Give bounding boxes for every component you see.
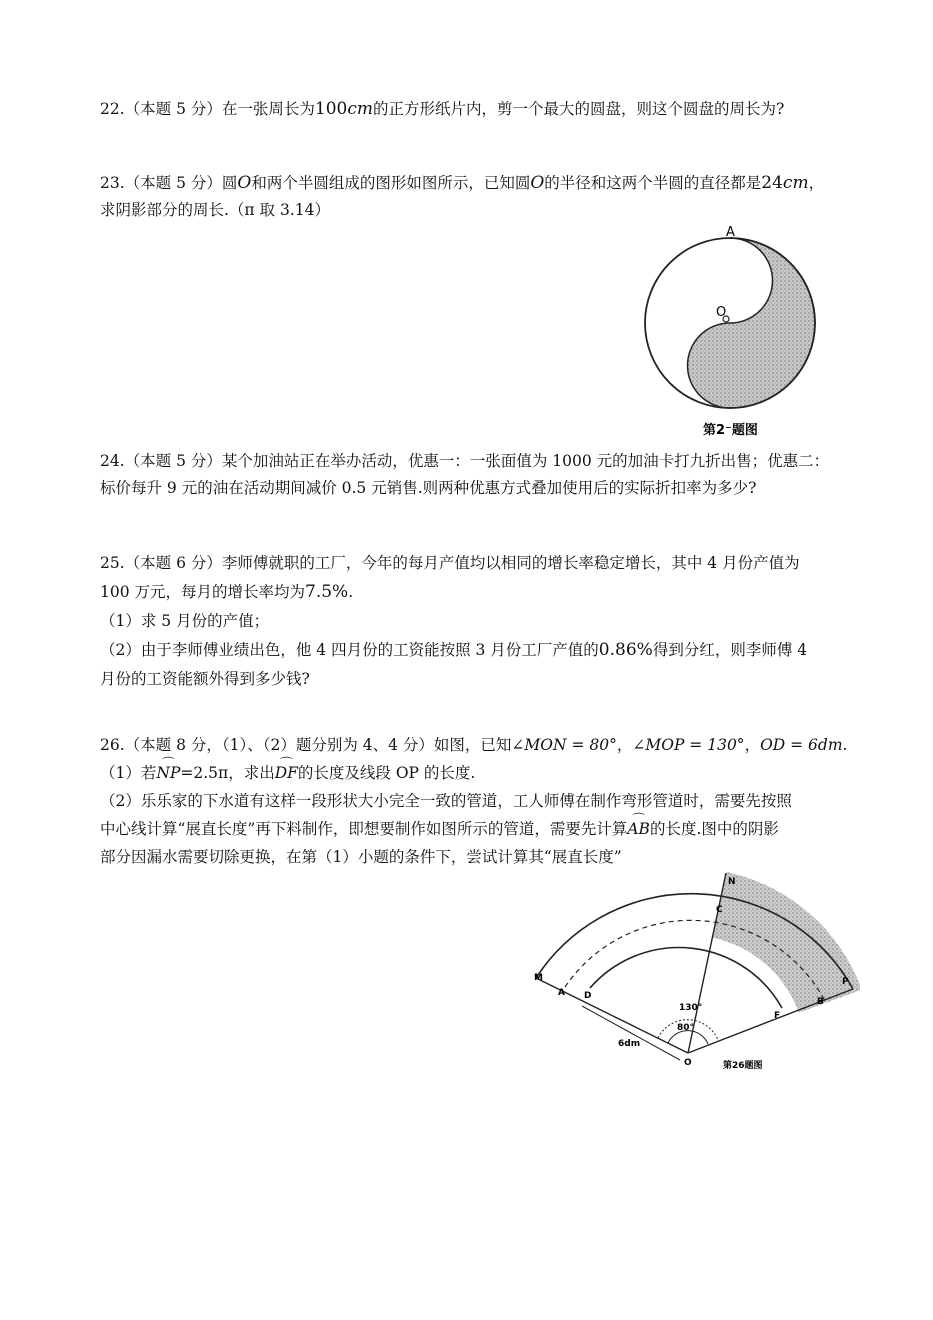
- q26-line-op: [688, 989, 853, 1053]
- q23-value: 24: [761, 173, 783, 193]
- q26-shaded-region: [713, 872, 861, 1013]
- q26-sub2-line3: 部分因漏水需要切除更换，在第（1）小题的条件下，尝试计算其“展直长度”: [100, 848, 622, 866]
- q26-caption: 第26题图: [723, 1061, 763, 1071]
- q26-label-80: 80°: [677, 1023, 695, 1033]
- q26-dim-line: [582, 1006, 680, 1060]
- q24-line1: 24.（本题 5 分）某个加油站正在举办活动，优惠一：一张面值为 1000 元的加油卡打九折出售；优惠二：: [100, 452, 830, 470]
- q23-circle-o-2: O: [530, 173, 545, 193]
- q23-figure: [620, 220, 840, 445]
- q23-circle-o: O: [237, 173, 252, 193]
- q26-line1-prefix: 26.（本题 8 分，（1）、（2）题分别为 4、4 分）如图，已知: [100, 736, 512, 754]
- q26-sub1-b: =2.5π，求出: [180, 764, 275, 782]
- q25-sub2-suffix: 得到分红，则李师傅 4: [652, 641, 808, 659]
- q26-end: .: [842, 736, 848, 754]
- question-22: [100, 96, 910, 123]
- q26-sub1-a: （1）若: [100, 764, 157, 782]
- q25-sub2-rate: 0.86%: [598, 640, 653, 660]
- q25-line2-prefix: 100 万元，每月的增长率均为: [100, 583, 306, 601]
- q26-od: OD = 6dm: [760, 736, 843, 754]
- question-26: [100, 731, 910, 871]
- q26-sub2-l2b: 的长度.图中的阴影: [649, 820, 779, 838]
- q23-caption: 第2⁻题图: [703, 423, 758, 438]
- q26-angle-mon: ∠MON = 80°: [511, 736, 617, 754]
- q26-label-n: N: [728, 877, 736, 887]
- q23-label-a: A: [726, 225, 735, 240]
- q26-label-a: A: [558, 988, 565, 998]
- q26-angle-mop: ∠MOP = 130°: [632, 736, 745, 754]
- q22-value: 100: [314, 99, 348, 119]
- q26-label-o: O: [684, 1058, 692, 1068]
- q23-end: ，: [808, 174, 825, 192]
- q23-shaded-region: [688, 238, 816, 408]
- q26-label-p: P: [842, 977, 849, 987]
- q25-rate: 7.5%: [305, 582, 349, 602]
- q25-sub2-prefix: （2）由于李师傅业绩出色，他 4 四月份的工资能按照 3 月份工厂产值的: [100, 641, 599, 659]
- q26-label-d: D: [584, 991, 592, 1001]
- q26-arc-np: ⌒ NP: [156, 764, 180, 782]
- q22-unit: cm: [347, 99, 373, 119]
- q26-sub2-l2a: 中心线计算“展直长度”再下料制作，即想要制作如图所示的管道，需要先计算: [100, 820, 628, 838]
- question-25: [100, 549, 910, 694]
- q23-unit: cm: [782, 173, 809, 193]
- q23-label-o: O: [716, 305, 727, 320]
- q22-suffix: 的正方形纸片内，剪一个最大的圆盘，则这个圆盘的周长为?: [372, 100, 785, 118]
- q23-prefix: 23.（本题 5 分）圆: [100, 174, 238, 192]
- q24-line2: 标价每升 9 元的油在活动期间减价 0.5 元销售.则两种优惠方式叠加使用后的实际折扣率为多少?: [100, 479, 757, 497]
- q26-sep2: ，: [744, 736, 761, 754]
- q26-label-f: F: [774, 1011, 781, 1021]
- q26-label-b: B: [817, 997, 824, 1007]
- q26-arc-df: ⌒ DF: [275, 764, 298, 782]
- q25-line1: 25.（本题 6 分）李师傅就职的工厂，今年的每月产值均以相同的增长率稳定增长，其中 4 月份产值为: [100, 554, 800, 572]
- q26-label-c: C: [716, 905, 723, 915]
- q26-sub1-c: 的长度及线段 OP 的长度.: [297, 764, 476, 782]
- q26-sub2-line1: （2）乐乐家的下水道有这样一段形状大小完全一致的管道，工人师傅在制作弯形管道时，需要先按照: [100, 792, 792, 810]
- q26-inner-arc: [590, 948, 782, 1008]
- q26-arc-ab: ⌒ AB: [627, 820, 650, 838]
- q25-sub1: （1）求 5 月份的产值；: [100, 612, 270, 630]
- q23-line2: 求阴影部分的周长.（π 取 3.14）: [100, 201, 330, 219]
- q26-label-130: 130°: [679, 1003, 703, 1013]
- question-24: [100, 448, 910, 502]
- q26-label-6dm: 6dm: [618, 1039, 641, 1049]
- q22-prefix: 22.（本题 5 分）在一张周长为: [100, 100, 315, 118]
- q25-line2-suffix: .: [348, 583, 354, 601]
- q26-label-m: M: [534, 973, 543, 983]
- q23-mid1: 和两个半圆组成的图形如图所示，已知圆: [251, 174, 531, 192]
- q25-sub2-line2: 月份的工资能额外得到多少钱?: [100, 670, 310, 688]
- q26-sep1: ，: [616, 736, 633, 754]
- question-23: [100, 170, 910, 224]
- q26-figure: [520, 868, 860, 1078]
- q23-mid2: 的半径和这两个半圆的直径都是: [544, 174, 762, 192]
